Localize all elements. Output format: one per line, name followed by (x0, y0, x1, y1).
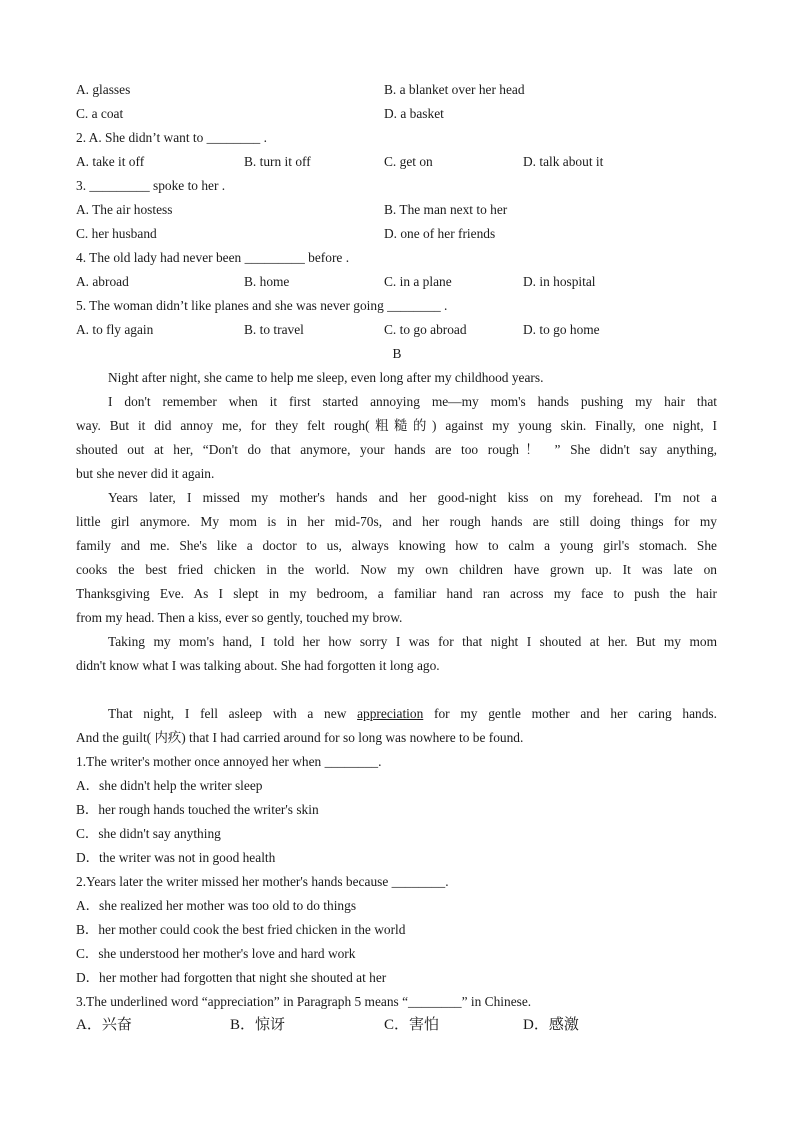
underlined-word: appreciation (357, 706, 424, 721)
paragraph-line: way. But it did annoy me, for they felt rough(粗糙的) against my young skin. Finally, one night, I (76, 418, 717, 433)
option-text: C．she didn't say anything (76, 826, 221, 841)
option-text: C．害怕 (384, 1017, 440, 1033)
option-text: B．her mother could cook the best fried chicken in the world (76, 922, 406, 937)
option-text: B. The man next to her (384, 202, 508, 217)
question-stem: 3. _________ spoke to her . (76, 178, 226, 193)
option-text: D. in hospital (523, 274, 596, 289)
option-text: A．she didn't help the writer sleep (76, 778, 263, 793)
paragraph-text: That night, I fell asleep with a new (108, 706, 358, 721)
option-text: C. a coat (76, 106, 124, 121)
option-text: D. one of her friends (384, 226, 496, 241)
option-text: A. abroad (76, 274, 129, 289)
option-text: A. The air hostess (76, 202, 173, 217)
paragraph-line: cooks the best fried chicken in the world. Now my own children have grown up. It was late on (76, 562, 717, 577)
option-text: D. to go home (523, 322, 600, 337)
question-stem: 5. The woman didn’t like planes and she was never going ________ . (76, 298, 448, 313)
option-text: C. get on (384, 154, 433, 169)
paragraph-line: And the guilt( 内疚) that I had carried around for so long was nowhere to be found. (76, 730, 524, 745)
option-text: A. to fly again (76, 322, 154, 337)
paragraph-line: but she never did it again. (76, 466, 215, 481)
option-text: D. talk about it (523, 154, 604, 169)
option-text: B. home (244, 274, 290, 289)
option-text: C. in a plane (384, 274, 452, 289)
option-text: D．感激 (523, 1017, 579, 1033)
section-heading: B (392, 346, 402, 361)
option-text: C. to go abroad (384, 322, 467, 337)
option-text: C．she understood her mother's love and hard work (76, 946, 356, 961)
option-text: B. to travel (244, 322, 304, 337)
paragraph-line: Years later, I missed my mother's hands and her good-night kiss on my forehead. I'm not a (108, 490, 717, 505)
paragraph-line: Thanksgiving Eve. As I slept in my bedroom, a familiar hand ran across my face to push the hair (76, 586, 717, 601)
option-text: C. her husband (76, 226, 157, 241)
paragraph-line: from my head. Then a kiss, ever so gently, touched my brow. (76, 610, 403, 625)
paragraph-line: I don't remember when it first started annoying me—my mom's hands pushing my hair that (108, 394, 717, 409)
question-stem: 1.The writer's mother once annoyed her when ________. (76, 754, 382, 769)
option-text: B. turn it off (244, 154, 311, 169)
question-stem: 2. A. She didn’t want to ________ . (76, 130, 267, 145)
paragraph-text: for my gentle mother and her caring hands. (423, 706, 717, 721)
option-text: B．惊讶 (230, 1017, 286, 1033)
option-text: A. glasses (76, 82, 131, 97)
paragraph-line (108, 705, 717, 723)
option-text: D．the writer was not in good health (76, 850, 276, 865)
option-text: D. a basket (384, 106, 444, 121)
paragraph-line: didn't know what I was talking about. She had forgotten it long ago. (76, 658, 440, 673)
option-text: A. take it off (76, 154, 145, 169)
option-text: B．her rough hands touched the writer's skin (76, 802, 319, 817)
option-text: A．兴奋 (76, 1017, 132, 1033)
paragraph-line: family and me. She's like a doctor to us, always knowing how to calm a young girl's stomach. She (76, 538, 717, 553)
option-text: D．her mother had forgotten that night she shouted at her (76, 970, 387, 985)
question-stem: 3.The underlined word “appreciation” in Paragraph 5 means “________” in Chinese. (76, 994, 532, 1009)
option-text: B. a blanket over her head (384, 82, 525, 97)
paragraph-line: little girl anymore. My mom is in her mid-70s, and her rough hands are still doing things for my (76, 514, 717, 529)
paragraph-line: Night after night, she came to help me sleep, even long after my childhood years. (108, 370, 544, 385)
option-text: A．she realized her mother was too old to do things (76, 898, 357, 913)
question-stem: 2.Years later the writer missed her mother's hands because ________. (76, 874, 449, 889)
paragraph-line: shouted out at her, “Don't do that anymore, your hands are too rough！ ” She didn't say anything, (76, 442, 717, 457)
question-stem: 4. The old lady had never been _________ before . (76, 250, 350, 265)
paragraph-line: Taking my mom's hand, I told her how sorry I was for that night I shouted at her. But my mom (108, 634, 717, 649)
